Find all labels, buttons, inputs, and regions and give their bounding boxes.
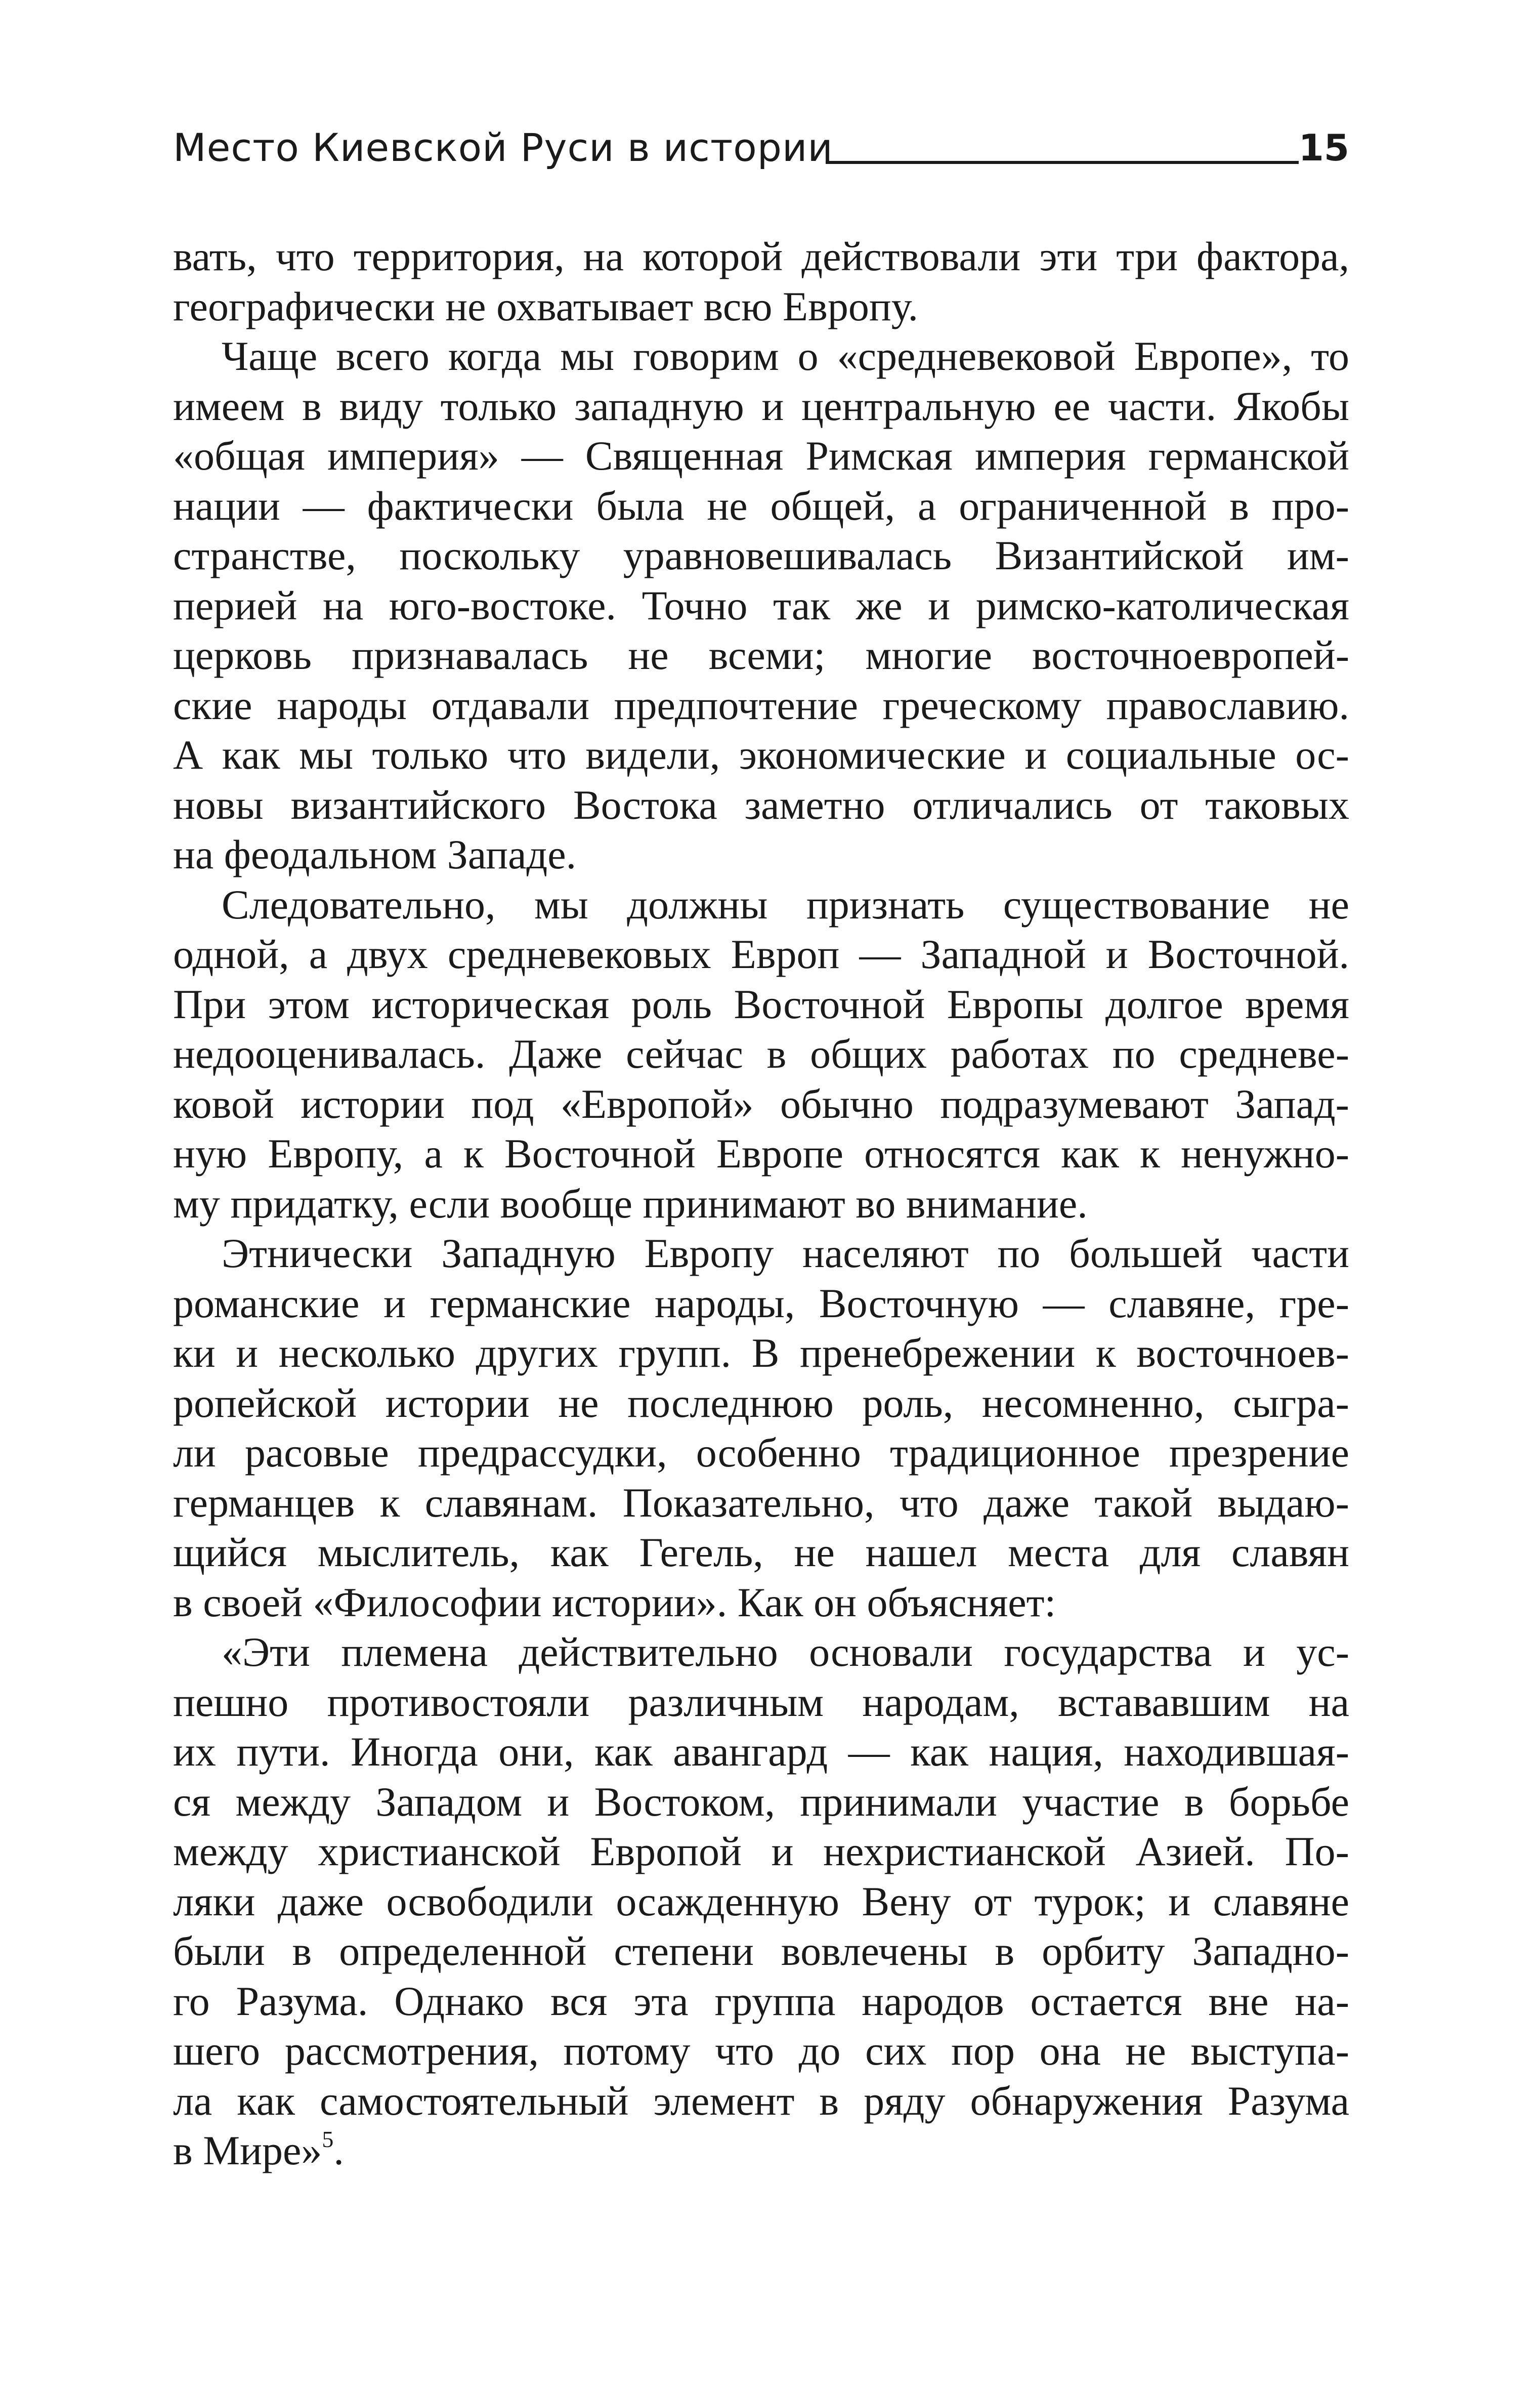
text-line: германцев к славянам. Показательно, что даже такой выдаю-	[173, 1479, 1349, 1526]
paragraph-first-line: Чаще всего когда мы говорим о «средневековой Европе», то	[222, 333, 1349, 379]
text-line: имеем в виду только западную и центральную ее части. Якобы	[173, 383, 1349, 429]
body-text	[173, 232, 1349, 2176]
text-line: их пути. Иногда они, как авангард — как нация, находившая-	[173, 1729, 1349, 1775]
text-line: ки и несколько других групп. В пренебрежении к восточноев-	[173, 1330, 1349, 1376]
text-line: на феодальном Западе.	[173, 831, 577, 877]
text-line: одной, а двух средневековых Европ — Западной и Восточной.	[173, 931, 1349, 977]
page-number: 15	[1298, 127, 1349, 169]
text-line: щийся мыслитель, как Гегель, не нашел места для славян	[173, 1529, 1349, 1575]
text-line: А как мы только что видели, экономические и социальные ос-	[173, 732, 1349, 778]
text-line: При этом историческая роль Восточной Европы долгое время	[173, 981, 1349, 1027]
text-line: ские народы отдавали предпочтение греческому православию.	[173, 682, 1349, 728]
text-line: в своей «Философии истории». Как он объясняет:	[173, 1579, 1056, 1625]
text-line: перией на юго-востоке. Точно так же и римско-католическая	[173, 582, 1349, 628]
text-line: ковой истории под «Европой» обычно подразумевают Запад-	[173, 1080, 1349, 1127]
quote-last-line	[173, 2126, 1349, 2176]
final-period: .	[333, 2127, 344, 2173]
text-line: нации — фактически была не общей, а ограниченной в про-	[173, 482, 1349, 529]
text-line: географически не охватывает всю Европу.	[173, 283, 918, 329]
text-line: ла как самостоятельный элемент в ряду обнаружения Разума	[173, 2077, 1349, 2124]
paragraph-first-line: Этнически Западную Европу населяют по большей части	[222, 1230, 1349, 1276]
text-line: недооценивалась. Даже сейчас в общих работах по средневе-	[173, 1031, 1349, 1077]
text-line: странстве, поскольку уравновешивалась Византийской им-	[173, 532, 1349, 578]
running-title: Место Киевской Руси в истории	[173, 125, 833, 170]
text-line: ся между Западом и Востоком, принимали участие в борьбе	[173, 1778, 1349, 1825]
text-line: вать, что территория, на которой действовали эти три фактора,	[173, 233, 1349, 279]
text-line: ли расовые предрассудки, особенно традиционное презрение	[173, 1430, 1349, 1476]
text-line: го Разума. Однако вся эта группа народов остается вне на-	[173, 1978, 1349, 2024]
text-line: между христианской Европой и нехристианской Азией. По-	[173, 1828, 1349, 1874]
text-line: были в определенной степени вовлечены в орбиту Западно-	[173, 1928, 1349, 1974]
text-line: церковь признавалась не всеми; многие восточноевропей-	[173, 632, 1349, 678]
text-line: шего рассмотрения, потому что до сих пор она не выступа-	[173, 2028, 1349, 2074]
text-line: пешно противостояли различным народам, встававшим на	[173, 1678, 1349, 1725]
text-line: ляки даже освободили осажденную Вену от турок; и славяне	[173, 1878, 1349, 1924]
quote-end-text: в Мире»	[173, 2127, 322, 2173]
text-line: «общая империя» — Священная Римская империя германской	[173, 433, 1349, 479]
running-header	[173, 117, 1349, 178]
header-rule	[826, 161, 1299, 164]
footnote-reference[interactable]: 5	[322, 2126, 334, 2152]
text-line: романские и германские народы, Восточную — славяне, гре-	[173, 1280, 1349, 1326]
quote-first-line: «Эти племена действительно основали государства и ус-	[222, 1629, 1349, 1675]
text-line: новы византийского Востока заметно отличались от таковых	[173, 781, 1349, 828]
text-line: му придатку, если вообще принимают во внимание.	[173, 1180, 1088, 1227]
text-line: ную Европу, а к Восточной Европе относятся как к ненужно-	[173, 1130, 1349, 1177]
paragraph-first-line: Следовательно, мы должны признать существование не	[222, 881, 1349, 928]
text-line: ропейской истории не последнюю роль, несомненно, сыгра-	[173, 1379, 1349, 1426]
